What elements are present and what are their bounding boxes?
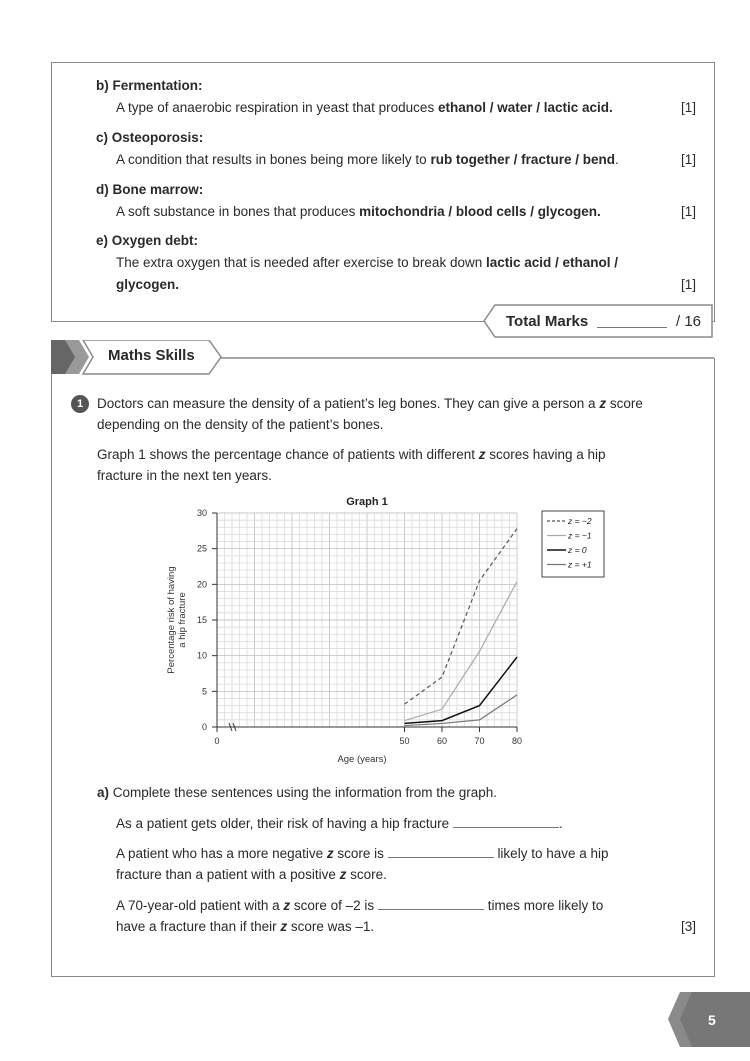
legend-label: z = −2 bbox=[568, 516, 592, 526]
question-label: c) bbox=[96, 130, 109, 145]
text-run: score is bbox=[333, 846, 384, 861]
question-b bbox=[96, 75, 696, 119]
q1a-label: a) bbox=[97, 785, 110, 800]
q1a-instruction: Complete these sentences using the information from the graph. bbox=[112, 785, 497, 800]
text-run: A condition that results in bones being more likely to bbox=[116, 152, 431, 167]
q1-graph-description-2: fracture in the next ten years. bbox=[97, 468, 272, 483]
graph-1-chart bbox=[150, 488, 610, 773]
y-tick-label: 5 bbox=[201, 686, 207, 697]
question-label: b) bbox=[96, 78, 109, 93]
question-term: Fermentation: bbox=[112, 78, 203, 93]
answer-blank-3[interactable] bbox=[378, 895, 484, 910]
sentence-3-continuation: times more likely to bbox=[487, 898, 604, 913]
text-run: score bbox=[606, 396, 643, 411]
total-marks-score: / 16 bbox=[676, 313, 702, 330]
y-axis-label: Percentage risk of having bbox=[166, 566, 177, 674]
text-run: scores having a hip bbox=[485, 447, 606, 462]
text-run: A 70-year-old patient with a bbox=[116, 898, 284, 913]
y-tick-label: 25 bbox=[196, 543, 207, 554]
emphasis-text: z bbox=[339, 867, 347, 882]
y-tick-label: 10 bbox=[196, 650, 207, 661]
q1a-mark-allocation: [3] bbox=[680, 919, 696, 934]
text-run: score was –1. bbox=[287, 919, 375, 934]
y-tick-label: 20 bbox=[196, 579, 207, 590]
q1a-instruction-row bbox=[97, 782, 697, 803]
answer-blank-2[interactable] bbox=[388, 843, 494, 858]
emphasis-text: mitochondria / blood cells / glycogen. bbox=[359, 204, 601, 219]
sentence-2 bbox=[116, 843, 716, 864]
x-tick-label: 60 bbox=[436, 736, 448, 746]
question-term: Osteoporosis: bbox=[111, 130, 204, 145]
series-line-2 bbox=[405, 657, 518, 723]
series-line-3 bbox=[405, 695, 518, 726]
legend-label: z = +1 bbox=[568, 559, 592, 570]
x-tick-label: 50 bbox=[399, 736, 410, 746]
mark-allocation: [1] bbox=[680, 204, 696, 219]
mark-allocation: [1] bbox=[680, 100, 696, 115]
text-run: A type of anaerobic respiration in yeast that produces bbox=[116, 100, 438, 115]
y-tick-label: 15 bbox=[196, 615, 207, 625]
emphasis-text: z bbox=[599, 396, 607, 411]
text-run: score. bbox=[346, 867, 387, 882]
sentence-3-line-2-text bbox=[116, 919, 374, 934]
text-run: Doctors can measure the density of a patient’s leg bones. They can give a person a bbox=[97, 396, 600, 411]
text-run: . bbox=[614, 152, 619, 167]
q1-graph-description-1 bbox=[97, 444, 697, 465]
question-text bbox=[96, 97, 696, 119]
text-run: score of –2 is bbox=[290, 898, 375, 913]
emphasis-text: z bbox=[283, 898, 291, 913]
emphasis-text: z bbox=[280, 919, 288, 934]
question-d bbox=[96, 179, 696, 223]
y-tick-label: 0 bbox=[201, 722, 207, 732]
legend-label: z = −1 bbox=[568, 530, 592, 541]
chart-title: Graph 1 bbox=[346, 496, 388, 508]
total-marks-answer-line[interactable] bbox=[597, 327, 667, 328]
emphasis-text: z bbox=[478, 447, 486, 462]
sentence-1 bbox=[116, 813, 716, 834]
text-run: fracture than a patient with a positive bbox=[116, 867, 340, 882]
question-text bbox=[96, 252, 696, 274]
q1-intro-line-1 bbox=[97, 393, 697, 414]
question-term: Oxygen debt: bbox=[111, 233, 199, 248]
mark-allocation: [1] bbox=[680, 152, 696, 167]
series-line-1 bbox=[405, 581, 518, 720]
text-run: A patient who has a more negative bbox=[116, 846, 327, 861]
legend-label: z = 0 bbox=[568, 545, 587, 555]
question-text bbox=[96, 149, 696, 171]
question-e bbox=[96, 230, 696, 296]
question-label: e) bbox=[96, 233, 109, 248]
sentence-1-text: As a patient gets older, their risk of having a hip fracture bbox=[116, 816, 450, 831]
emphasis-text: lactic acid / ethanol / bbox=[485, 255, 619, 270]
maths-skills-title: Maths Skills bbox=[108, 347, 195, 364]
question-text bbox=[96, 274, 696, 296]
answer-blank-1[interactable] bbox=[453, 813, 559, 828]
sentence-2-line-2 bbox=[116, 864, 716, 885]
question-label: d) bbox=[96, 182, 109, 197]
question-term: Bone marrow: bbox=[112, 182, 204, 197]
question-number-badge: 1 bbox=[71, 395, 89, 413]
sentence-3 bbox=[116, 895, 716, 916]
x-tick-label: 0 bbox=[214, 736, 220, 746]
y-axis-label: a hip fracture bbox=[177, 592, 188, 648]
text-run: The extra oxygen that is needed after exercise to break down bbox=[116, 255, 486, 270]
question-text bbox=[96, 201, 696, 223]
sentence-3-text bbox=[116, 898, 374, 913]
question-c bbox=[96, 127, 696, 171]
x-axis-label: Age (years) bbox=[337, 754, 387, 765]
page-number: 5 bbox=[708, 1012, 716, 1028]
sentence-1-end: . bbox=[558, 816, 563, 831]
emphasis-text: rub together / fracture / bend bbox=[430, 152, 615, 167]
sentence-3-line-2 bbox=[116, 916, 696, 937]
x-tick-label: 70 bbox=[474, 736, 485, 746]
y-tick-label: 30 bbox=[196, 508, 207, 518]
text-run: have a fracture than if their bbox=[116, 919, 281, 934]
total-marks-label: Total Marks bbox=[506, 313, 589, 330]
x-tick-label: 80 bbox=[511, 736, 523, 746]
sentence-2-continuation: likely to have a hip bbox=[497, 846, 609, 861]
sentence-2-text bbox=[116, 846, 384, 861]
text-run: Graph 1 shows the percentage chance of patients with different bbox=[97, 447, 479, 462]
emphasis-text: z bbox=[326, 846, 334, 861]
q1-intro-line-2: depending on the density of the patient’s bones. bbox=[97, 417, 384, 432]
emphasis-text: glycogen. bbox=[116, 277, 180, 292]
text-run: A soft substance in bones that produces bbox=[116, 204, 360, 219]
emphasis-text: ethanol / water / lactic acid. bbox=[437, 100, 613, 115]
mark-allocation: [1] bbox=[680, 277, 696, 292]
